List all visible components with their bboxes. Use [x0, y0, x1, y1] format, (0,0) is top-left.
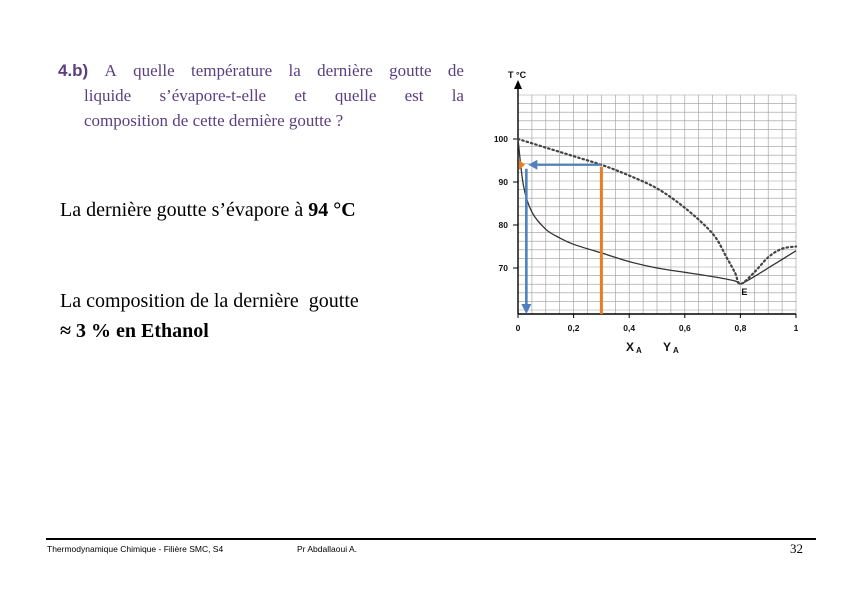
question-word: est [404, 86, 424, 105]
question-word: liquide [84, 86, 132, 105]
y-tick-label: 70 [498, 263, 508, 273]
left-arrowhead-icon [528, 160, 537, 170]
question-line-3: composition de cette dernière goutte ? [84, 111, 344, 130]
answer-composition-line-2: ≈ 3 % en Ethanol [60, 320, 209, 342]
azeotrope-label: E [741, 286, 748, 297]
question-word: dernière [317, 61, 373, 80]
x-tick-label: 0 [515, 323, 521, 333]
x-axis-title: Y [663, 340, 672, 354]
answer-temperature-value: 94 °C [308, 199, 356, 221]
answer-temperature-prefix: La dernière goutte s’évapore à [60, 199, 309, 221]
x-axis-title-subscript: A [673, 346, 679, 355]
y-tick-label: 80 [498, 220, 508, 230]
question-word: la [451, 86, 464, 105]
x-axis-title-subscript: A [636, 346, 642, 355]
x-tick-label: 1 [793, 323, 799, 333]
x-tick-label: 0,2 [567, 323, 580, 333]
x-axis-title: X [626, 340, 635, 354]
y-axis-arrow-icon [514, 80, 522, 89]
question-word: goutte [389, 61, 432, 80]
question-number: 4.b) [58, 61, 89, 80]
down-arrowhead-icon [521, 304, 531, 314]
question-word: quelle [334, 86, 377, 105]
question-word: quelle [133, 61, 175, 80]
x-tick-label: 0,4 [623, 323, 636, 333]
axes [513, 80, 796, 318]
grid [518, 95, 796, 314]
answer-composition-line-1: La composition de la dernière goutte [60, 290, 359, 312]
y-axis-title: T °C [508, 70, 527, 80]
axis-labels [494, 70, 799, 355]
x-tick-label: 0,6 [678, 323, 691, 333]
y-tick-label: 90 [498, 177, 508, 187]
footer-course: Thermodynamique Chimique - Filière SMC, S4 [47, 544, 224, 554]
question-word: la [288, 61, 301, 80]
page-number: 32 [790, 541, 803, 556]
footer-author: Pr Abdallaoui A. [297, 544, 358, 554]
orange-marker-icon [519, 160, 525, 170]
question-word: température [191, 61, 273, 80]
y-tick-label: 100 [493, 134, 508, 144]
question-word: s’évapore-t-elle [159, 86, 267, 105]
question-word: A [104, 61, 117, 80]
footer-divider [46, 538, 816, 540]
x-tick-label: 0,8 [734, 323, 747, 333]
question-word: de [447, 61, 464, 80]
question-word: et [294, 86, 307, 105]
construction-lines [519, 160, 601, 314]
